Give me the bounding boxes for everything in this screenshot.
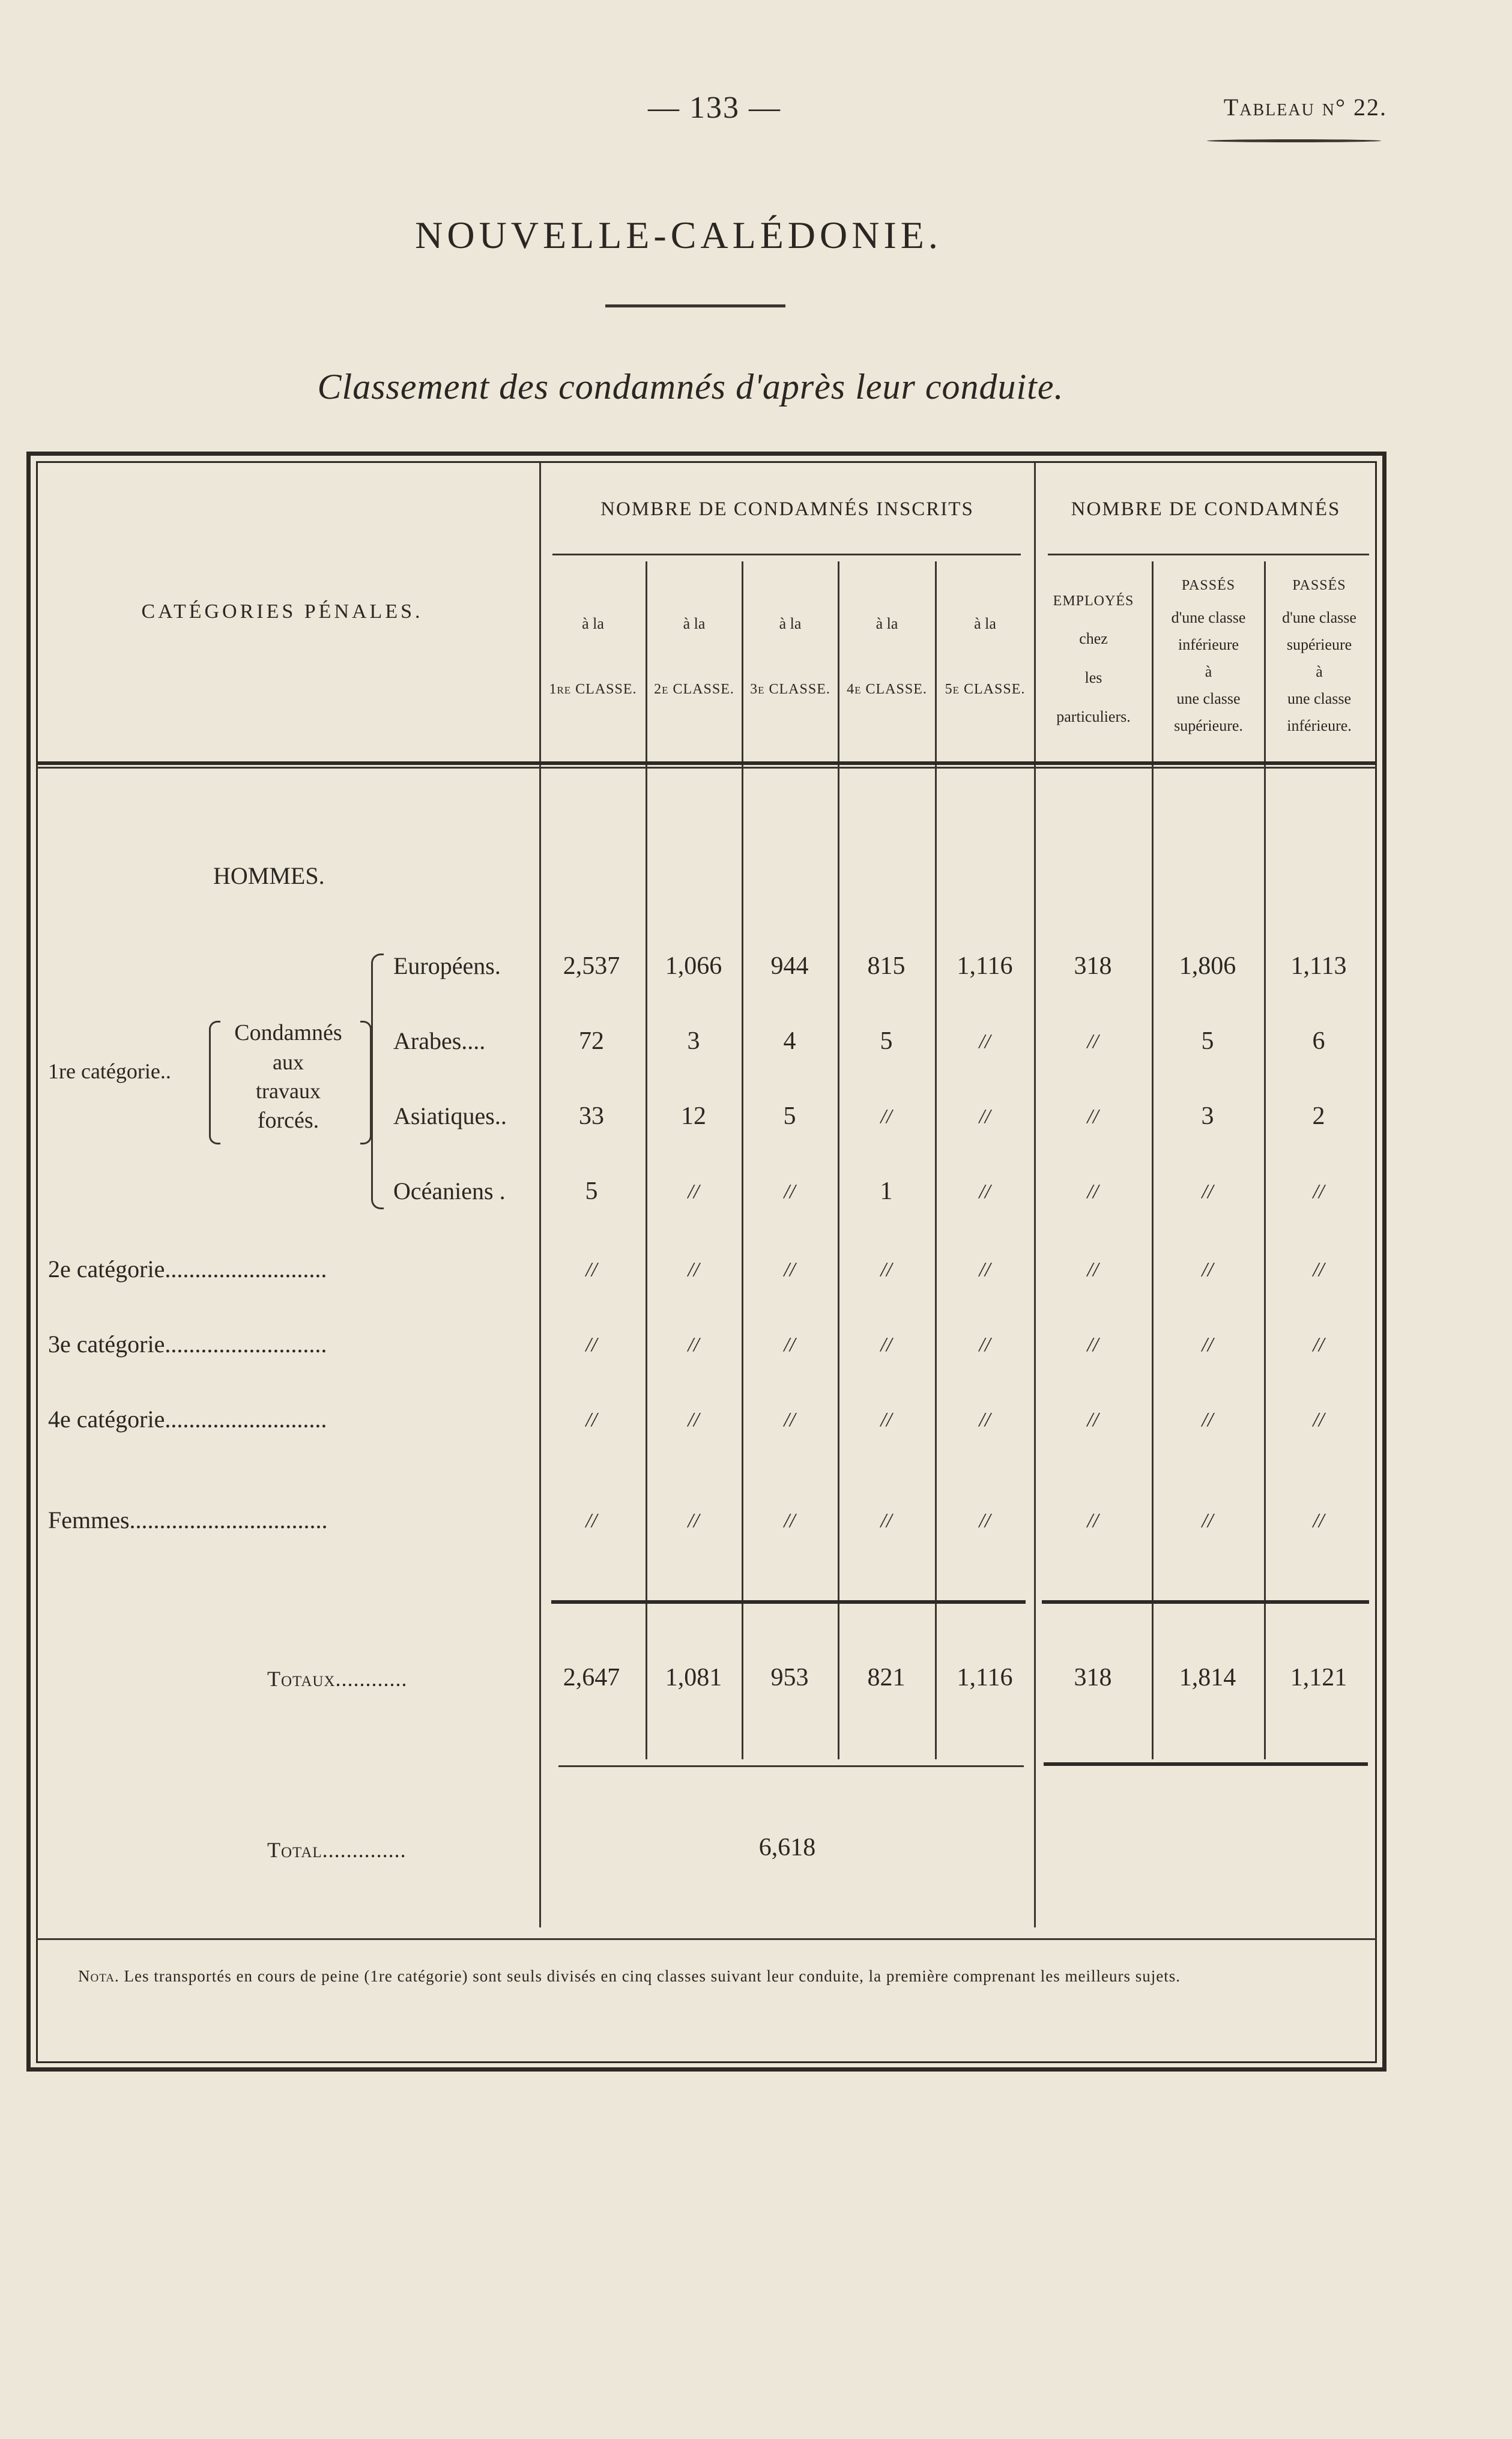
table-cell: // bbox=[979, 1334, 991, 1356]
col-4-prefix: à la bbox=[875, 615, 898, 632]
middle-brace bbox=[360, 1021, 372, 1144]
table-cell: 5 bbox=[585, 1177, 598, 1205]
table-cell: // bbox=[979, 1105, 991, 1128]
nota-label: Nota. bbox=[78, 1967, 119, 1985]
col-5-label: 5e CLASSE. bbox=[945, 682, 1026, 697]
row-label: 4e catégorie........................... bbox=[48, 1406, 327, 1433]
table-cell: // bbox=[688, 1259, 700, 1281]
table-cell: 72 bbox=[579, 1027, 604, 1055]
col-3-prefix: à la bbox=[779, 615, 802, 632]
group-header-condamnes: NOMBRE DE CONDAMNÉS bbox=[1071, 498, 1341, 520]
row-label: Femmes................................. bbox=[48, 1507, 328, 1534]
table-cell: // bbox=[1087, 1180, 1099, 1203]
table-cell: // bbox=[1087, 1510, 1099, 1532]
premiere-categorie-label: 1re catégorie.. bbox=[48, 1059, 171, 1083]
total-value: 6,618 bbox=[758, 1834, 816, 1861]
row-label: 3e catégorie........................... bbox=[48, 1331, 327, 1358]
col-3-label: 3e CLASSE. bbox=[750, 682, 830, 697]
table-cell: 5 bbox=[783, 1102, 796, 1130]
totaux-cell: 953 bbox=[770, 1664, 809, 1691]
table-cell: // bbox=[1087, 1030, 1099, 1053]
table-cell: // bbox=[1202, 1180, 1214, 1203]
table-cell: 2 bbox=[1312, 1102, 1325, 1130]
table-cell: // bbox=[1202, 1409, 1214, 1431]
table-cell: 944 bbox=[770, 952, 809, 980]
col-2-prefix: à la bbox=[683, 615, 706, 632]
table-cell: // bbox=[979, 1259, 991, 1281]
totaux-cell: 2,647 bbox=[563, 1664, 620, 1691]
col-1-prefix: à la bbox=[582, 615, 604, 632]
table-cell: 1,113 bbox=[1290, 952, 1347, 980]
table-cell: 12 bbox=[681, 1102, 706, 1130]
table-cell: 815 bbox=[867, 952, 906, 980]
table-cell: // bbox=[1313, 1259, 1325, 1281]
table-cell: // bbox=[880, 1510, 892, 1532]
row-label: Océaniens . bbox=[393, 1177, 506, 1204]
table-cell: 2,537 bbox=[563, 952, 620, 980]
row-label: 2e catégorie........................... bbox=[48, 1256, 327, 1283]
table-cell: // bbox=[784, 1259, 796, 1281]
table-cell: 5 bbox=[880, 1027, 893, 1055]
totaux-cell: 1,814 bbox=[1179, 1664, 1236, 1691]
nota-text: Les transportés en cours de peine (1re catégorie) sont seuls divisés en cinq classes suivant leur conduite, la première comprenant les meilleurs sujets. bbox=[124, 1967, 1181, 1985]
table-cell: // bbox=[585, 1259, 597, 1281]
table-cell: // bbox=[784, 1409, 796, 1431]
nota bbox=[78, 1963, 1357, 1989]
table-cell: // bbox=[1087, 1334, 1099, 1356]
table-cell: // bbox=[880, 1259, 892, 1281]
table-cell: // bbox=[1313, 1409, 1325, 1431]
col-4-label: 4e CLASSE. bbox=[847, 682, 927, 697]
total-label: Total.............. bbox=[267, 1838, 407, 1862]
table-cell: 3 bbox=[687, 1027, 700, 1055]
table-cell: // bbox=[979, 1180, 991, 1203]
title-rule bbox=[605, 304, 785, 307]
table-reference-rule bbox=[1207, 139, 1381, 142]
row-label: Européens. bbox=[393, 952, 501, 979]
table-cell: 4 bbox=[783, 1027, 796, 1055]
totaux-cell: 1,116 bbox=[957, 1664, 1013, 1691]
table-cell: // bbox=[688, 1180, 700, 1203]
page-title: NOUVELLE-CALÉDONIE. bbox=[415, 214, 942, 256]
table-cell: 1,806 bbox=[1179, 952, 1236, 980]
totaux-cell: 318 bbox=[1074, 1664, 1112, 1691]
page-number: — 133 — bbox=[648, 91, 781, 125]
table-cell: 3 bbox=[1201, 1102, 1214, 1130]
table-cell: // bbox=[1087, 1105, 1099, 1128]
table-cell: // bbox=[1087, 1409, 1099, 1431]
page-subtitle: Classement des condamnés d'après leur conduite. bbox=[317, 367, 1064, 406]
table-cell: // bbox=[979, 1030, 991, 1053]
table-cell: // bbox=[979, 1409, 991, 1431]
totaux-cell: 821 bbox=[867, 1664, 906, 1691]
table-cell: 318 bbox=[1074, 952, 1112, 980]
table-cell: // bbox=[688, 1510, 700, 1532]
table-cell: 5 bbox=[1201, 1027, 1214, 1055]
table-reference: Tableau n° 22. bbox=[1223, 94, 1387, 121]
table-cell: // bbox=[688, 1334, 700, 1356]
table-cell: // bbox=[880, 1105, 892, 1128]
row-label: Arabes.... bbox=[393, 1027, 486, 1054]
table-cell: 33 bbox=[579, 1102, 604, 1130]
row-label: Asiatiques.. bbox=[393, 1102, 507, 1129]
table-cell: // bbox=[1313, 1180, 1325, 1203]
col-2-label: 2e CLASSE. bbox=[654, 682, 734, 697]
table-cell: // bbox=[1087, 1259, 1099, 1281]
table-cell: // bbox=[1202, 1259, 1214, 1281]
table-cell: // bbox=[688, 1409, 700, 1431]
table-cell: 6 bbox=[1312, 1027, 1325, 1055]
table-cell: // bbox=[784, 1334, 796, 1356]
table-cell: // bbox=[979, 1510, 991, 1532]
col-1-label: 1re CLASSE. bbox=[549, 682, 637, 697]
table-cell: // bbox=[880, 1334, 892, 1356]
table-cell: // bbox=[784, 1510, 796, 1532]
table-cell: // bbox=[585, 1334, 597, 1356]
table-cell: // bbox=[1202, 1334, 1214, 1356]
table-cell: // bbox=[1313, 1510, 1325, 1532]
table-cell: // bbox=[585, 1510, 597, 1532]
table-cell: // bbox=[1313, 1334, 1325, 1356]
totaux-label: Totaux............ bbox=[267, 1667, 408, 1691]
group-header-inscrits: NOMBRE DE CONDAMNÉS INSCRITS bbox=[600, 498, 974, 520]
table-cell: // bbox=[1202, 1510, 1214, 1532]
section-hommes: HOMMES. bbox=[213, 862, 325, 889]
table-cell: // bbox=[585, 1409, 597, 1431]
table-cell: 1 bbox=[880, 1177, 893, 1205]
col-5-prefix: à la bbox=[974, 615, 996, 632]
table-cell: // bbox=[784, 1180, 796, 1203]
right-brace bbox=[371, 954, 384, 1209]
table-cell: 1,066 bbox=[665, 952, 722, 980]
totaux-cell: 1,081 bbox=[665, 1664, 722, 1691]
totaux-cell: 1,121 bbox=[1290, 1664, 1347, 1691]
table-cell: // bbox=[880, 1409, 892, 1431]
categories-header: CATÉGORIES PÉNALES. bbox=[141, 600, 423, 623]
table-cell: 1,116 bbox=[957, 952, 1013, 980]
